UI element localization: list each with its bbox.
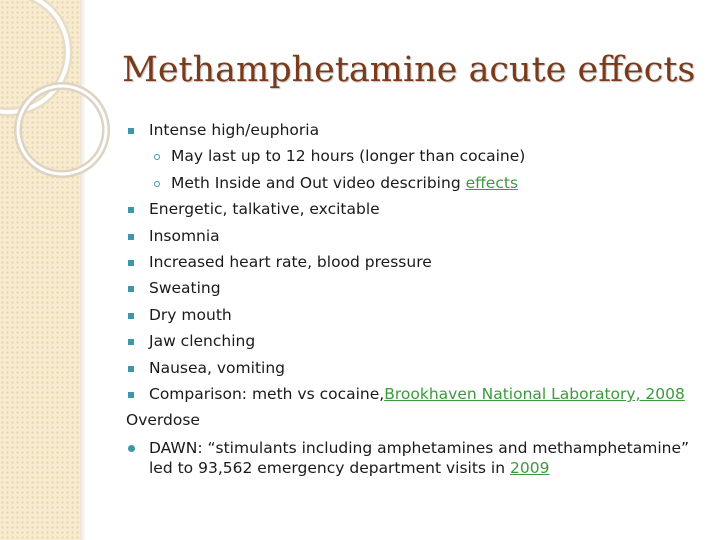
bullet-item — [126, 302, 696, 328]
bullet-item — [126, 196, 696, 222]
overdose-text: Overdose — [126, 411, 200, 430]
bullet-text: Jaw clenching — [149, 332, 256, 351]
square-bullet-icon — [128, 392, 134, 398]
square-bullet-icon — [128, 313, 134, 319]
bullet-text: Nausea, vomiting — [149, 358, 285, 377]
ring-bullet-icon — [154, 181, 160, 187]
square-bullet-icon — [128, 234, 134, 240]
square-bullet-icon — [128, 207, 134, 213]
bullet-text: May last up to 12 hours (longer than cocaine) — [171, 147, 526, 166]
brookhaven-link[interactable]: Brookhaven National Laboratory, 2008 — [384, 385, 685, 404]
year-2009-link[interactable]: 2009 — [509, 458, 550, 477]
bullet-text: Insomnia — [149, 226, 220, 245]
round-bullet-icon — [128, 445, 135, 452]
bullet-item — [126, 381, 696, 407]
bullet-item — [126, 249, 696, 275]
decorative-circles — [0, 0, 140, 200]
square-bullet-icon — [128, 339, 134, 345]
bullet-item — [126, 223, 696, 249]
sub-bullet-item — [126, 170, 696, 196]
bullet-item — [126, 438, 696, 478]
overdose-heading — [126, 407, 696, 433]
slide-title: Methamphetamine acute effects — [122, 50, 696, 90]
bullet-text: Meth Inside and Out video describing — [171, 173, 466, 192]
bullet-text: Dry mouth — [149, 305, 232, 324]
bullet-item — [126, 117, 696, 143]
bullet-item — [126, 355, 696, 381]
square-bullet-icon — [128, 128, 134, 134]
square-bullet-icon — [128, 260, 134, 266]
square-bullet-icon — [128, 366, 134, 372]
bullet-text: Increased heart rate, blood pressure — [149, 253, 432, 272]
sub-bullet-item — [126, 143, 696, 169]
bullet-text: Comparison: meth vs cocaine, — [149, 385, 385, 404]
bullet-item — [126, 275, 696, 301]
bullet-text: Intense high/euphoria — [149, 121, 320, 139]
bullet-item — [126, 328, 696, 354]
dawn-text: DAWN: “stimulants including amphetamines and methamphetamine” led to 93,562 emergency department visits in — [149, 438, 690, 477]
ring-bullet-icon — [154, 154, 160, 160]
square-bullet-icon — [128, 286, 134, 292]
bullet-list — [126, 117, 696, 478]
bullet-text: Energetic, talkative, excitable — [149, 200, 380, 219]
bullet-text: Sweating — [149, 279, 221, 298]
effects-link[interactable]: effects — [465, 173, 519, 192]
